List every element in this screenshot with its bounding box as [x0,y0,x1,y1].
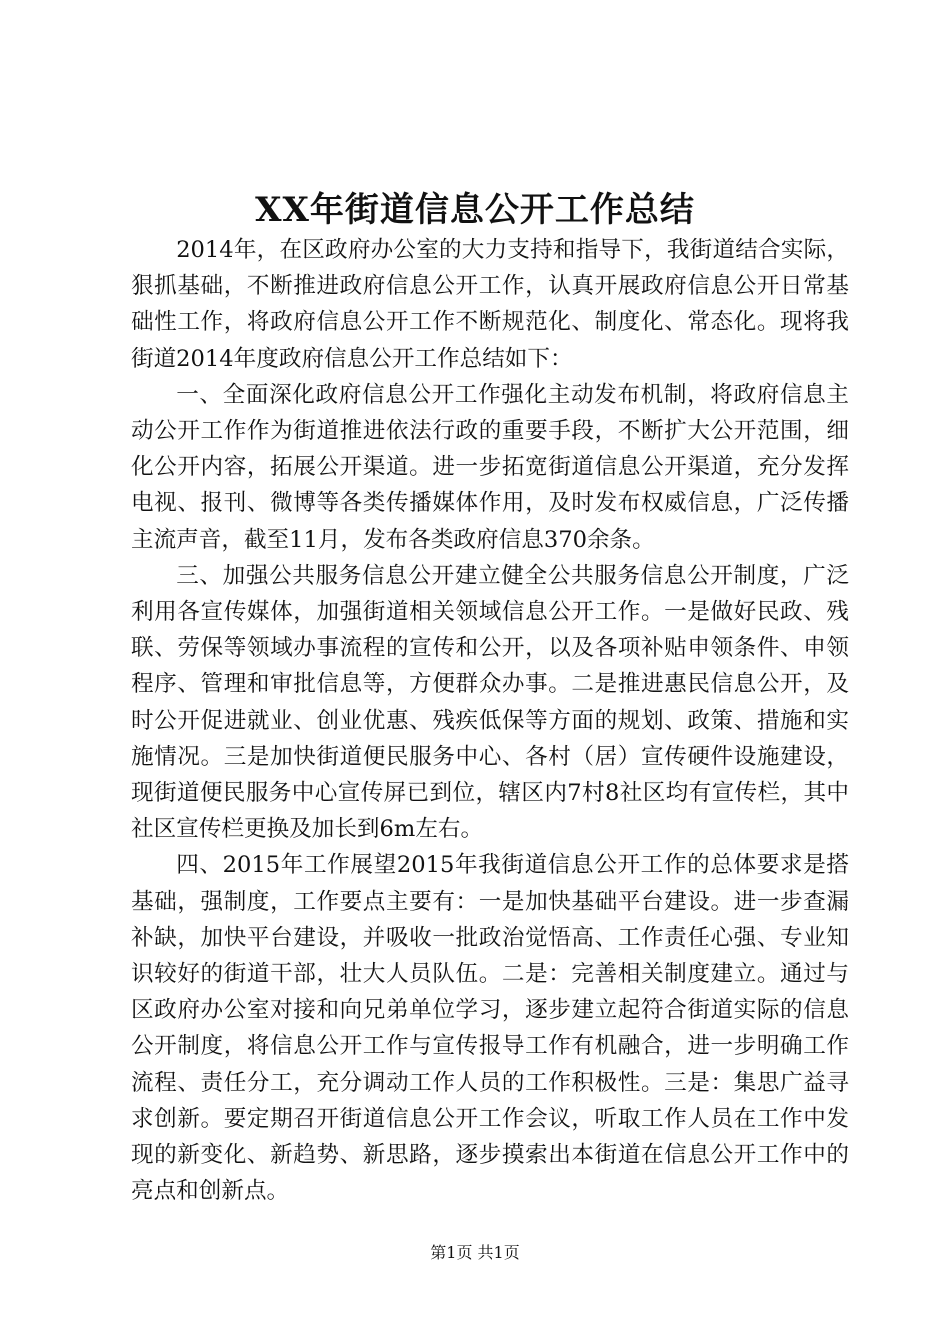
page-footer: 第1页 共1页 [430,1243,520,1262]
paragraph-section-three: 三、加强公共服务信息公开建立健全公共服务信息公开制度，广泛利用各宣传媒体，加强街道相关领域信息公开工作。一是做好民政、残联、劳保等领域办事流程的宣传和公开，以及各项补贴申领条件、申领程序、管理和审批信息等，方便群众办事。二是推进惠民信息公开，及时公开促进就业、创业优惠、残疾低保等方面的规划、政策、措施和实施情况。三是加快街道便民服务中心、各村（居）宣传硬件设施建设，现街道便民服务中心宣传屏已到位，辖区内7村8社区均有宣传栏，其中社区宣传栏更换及加长到6m左右。 [131,562,849,843]
paragraph-intro: 2014年，在区政府办公室的大力支持和指导下，我街道结合实际，狠抓基础，不断推进政府信息公开工作，认真开展政府信息公开日常基础性工作，将政府信息公开工作不断规范化、制度化、常态化。现将我街道2014年度政府信息公开工作总结如下： [131,237,849,372]
paragraph-section-four: 四、2015年工作展望2015年我街道信息公开工作的总体要求是搭基础，强制度，工作要点主要有：一是加快基础平台建设。进一步查漏补缺，加快平台建设，并吸收一批政治觉悟高、工作责任心强、专业知识较好的街道干部，壮大人员队伍。二是：完善相关制度建立。通过与区政府办公室对接和向兄弟单位学习，逐步建立起符合街道实际的信息公开制度，将信息公开工作与宣传报导工作有机融合，进一步明确工作流程、责任分工，充分调动工作人员的工作积极性。三是：集思广益寻求创新。要定期召开街道信息公开工作会议，听取工作人员在工作中发现的新变化、新趋势、新思路，逐步摸索出本街道在信息公开工作中的亮点和创新点。 [131,852,849,1205]
paragraph-section-one: 一、全面深化政府信息公开工作强化主动发布机制，将政府信息主动公开工作作为街道推进依法行政的重要手段，不断扩大公开范围，细化公开内容，拓展公开渠道。进一步拓宽街道信息公开渠道，充分发挥电视、报刊、微博等各类传播媒体作用，及时发布权威信息，广泛传播主流声音，截至11月，发布各类政府信息370余条。 [131,381,849,553]
document-body [131,232,849,1209]
document-title: XX年街道信息公开工作总结 [255,190,695,230]
